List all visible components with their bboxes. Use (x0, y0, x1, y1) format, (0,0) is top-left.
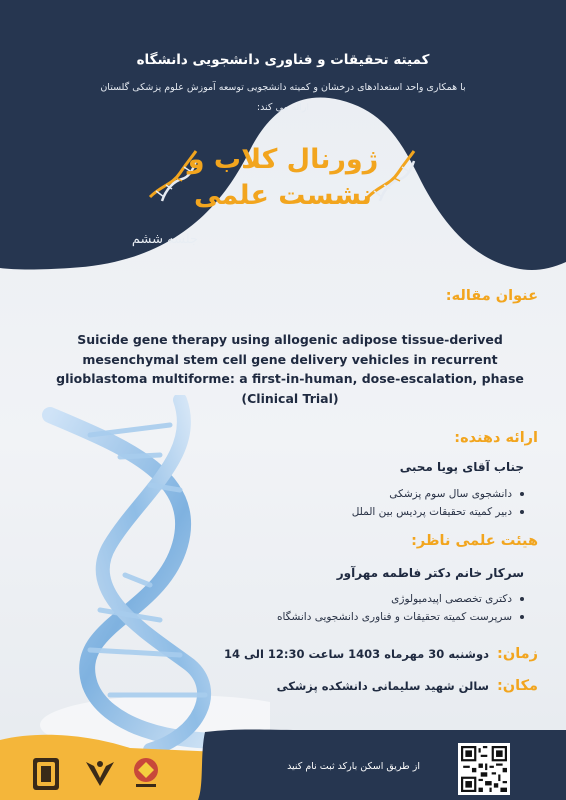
session-label: جلسه ششم (131, 232, 199, 247)
article-title: Suicide gene therapy using allogenic adipose tissue-derived mesenchymal stem cell gene delivery vehicles in recurrent glioblastoma multiforme: a first-in-human, dose-escalation, phase (Clinical Trial) (56, 332, 524, 406)
event-title-line2: نشست علمی (194, 180, 372, 211)
event-title (140, 142, 426, 214)
committee-heading: هیئت علمی ناظر: (411, 533, 538, 549)
list-item: دکتری تخصصی اپیدمیولوژی (224, 590, 524, 608)
register-instruction: از طریق اسکن بارکد ثبت نام کنید (287, 761, 420, 772)
qr-code[interactable] (458, 743, 510, 795)
presenter-name: جناب آقای پویا محبی (399, 460, 524, 474)
place-label: مکان: (496, 678, 538, 694)
organization-title: کمیته تحقیقات و فناوری دانشجویی دانشگاه (136, 52, 430, 68)
qr-code-icon (461, 746, 507, 792)
time-value: دوشنبه 30 مهرماه 1403 ساعت 12:30 الی 14 (223, 647, 490, 661)
presenter-details (224, 485, 524, 521)
place-value: سالن شهید سلیمانی دانشکده پزشکی (276, 679, 489, 693)
presents-text: ارائه می کند: (256, 102, 310, 113)
committee-logo (84, 756, 116, 792)
place-row (277, 678, 538, 694)
list-item: سرپرست کمیته تحقیقات و فناوری دانشجویی دانشگاه (224, 608, 524, 626)
time-row (224, 646, 538, 662)
list-item: دبیر کمیته تحقیقات پردیس بین الملل (224, 503, 524, 521)
presenter-heading: ارائه دهنده: (454, 430, 538, 446)
event-title-line1: ژورنال کلاب و (187, 144, 379, 175)
article-heading: عنوان مقاله: (445, 288, 538, 304)
time-label: زمان: (497, 646, 538, 662)
list-item: دانشجوی سال سوم پزشکی (224, 485, 524, 503)
committee-details (224, 590, 524, 626)
collaboration-note: با همکاری واحد استعدادهای درخشان و کمیته دانشجویی توسعه آموزش علوم پزشکی گلستان (100, 82, 466, 93)
talent-office-logo (130, 756, 162, 792)
university-logo (30, 756, 62, 792)
committee-name: سرکار خانم دکتر فاطمه مهرآور (336, 566, 524, 580)
